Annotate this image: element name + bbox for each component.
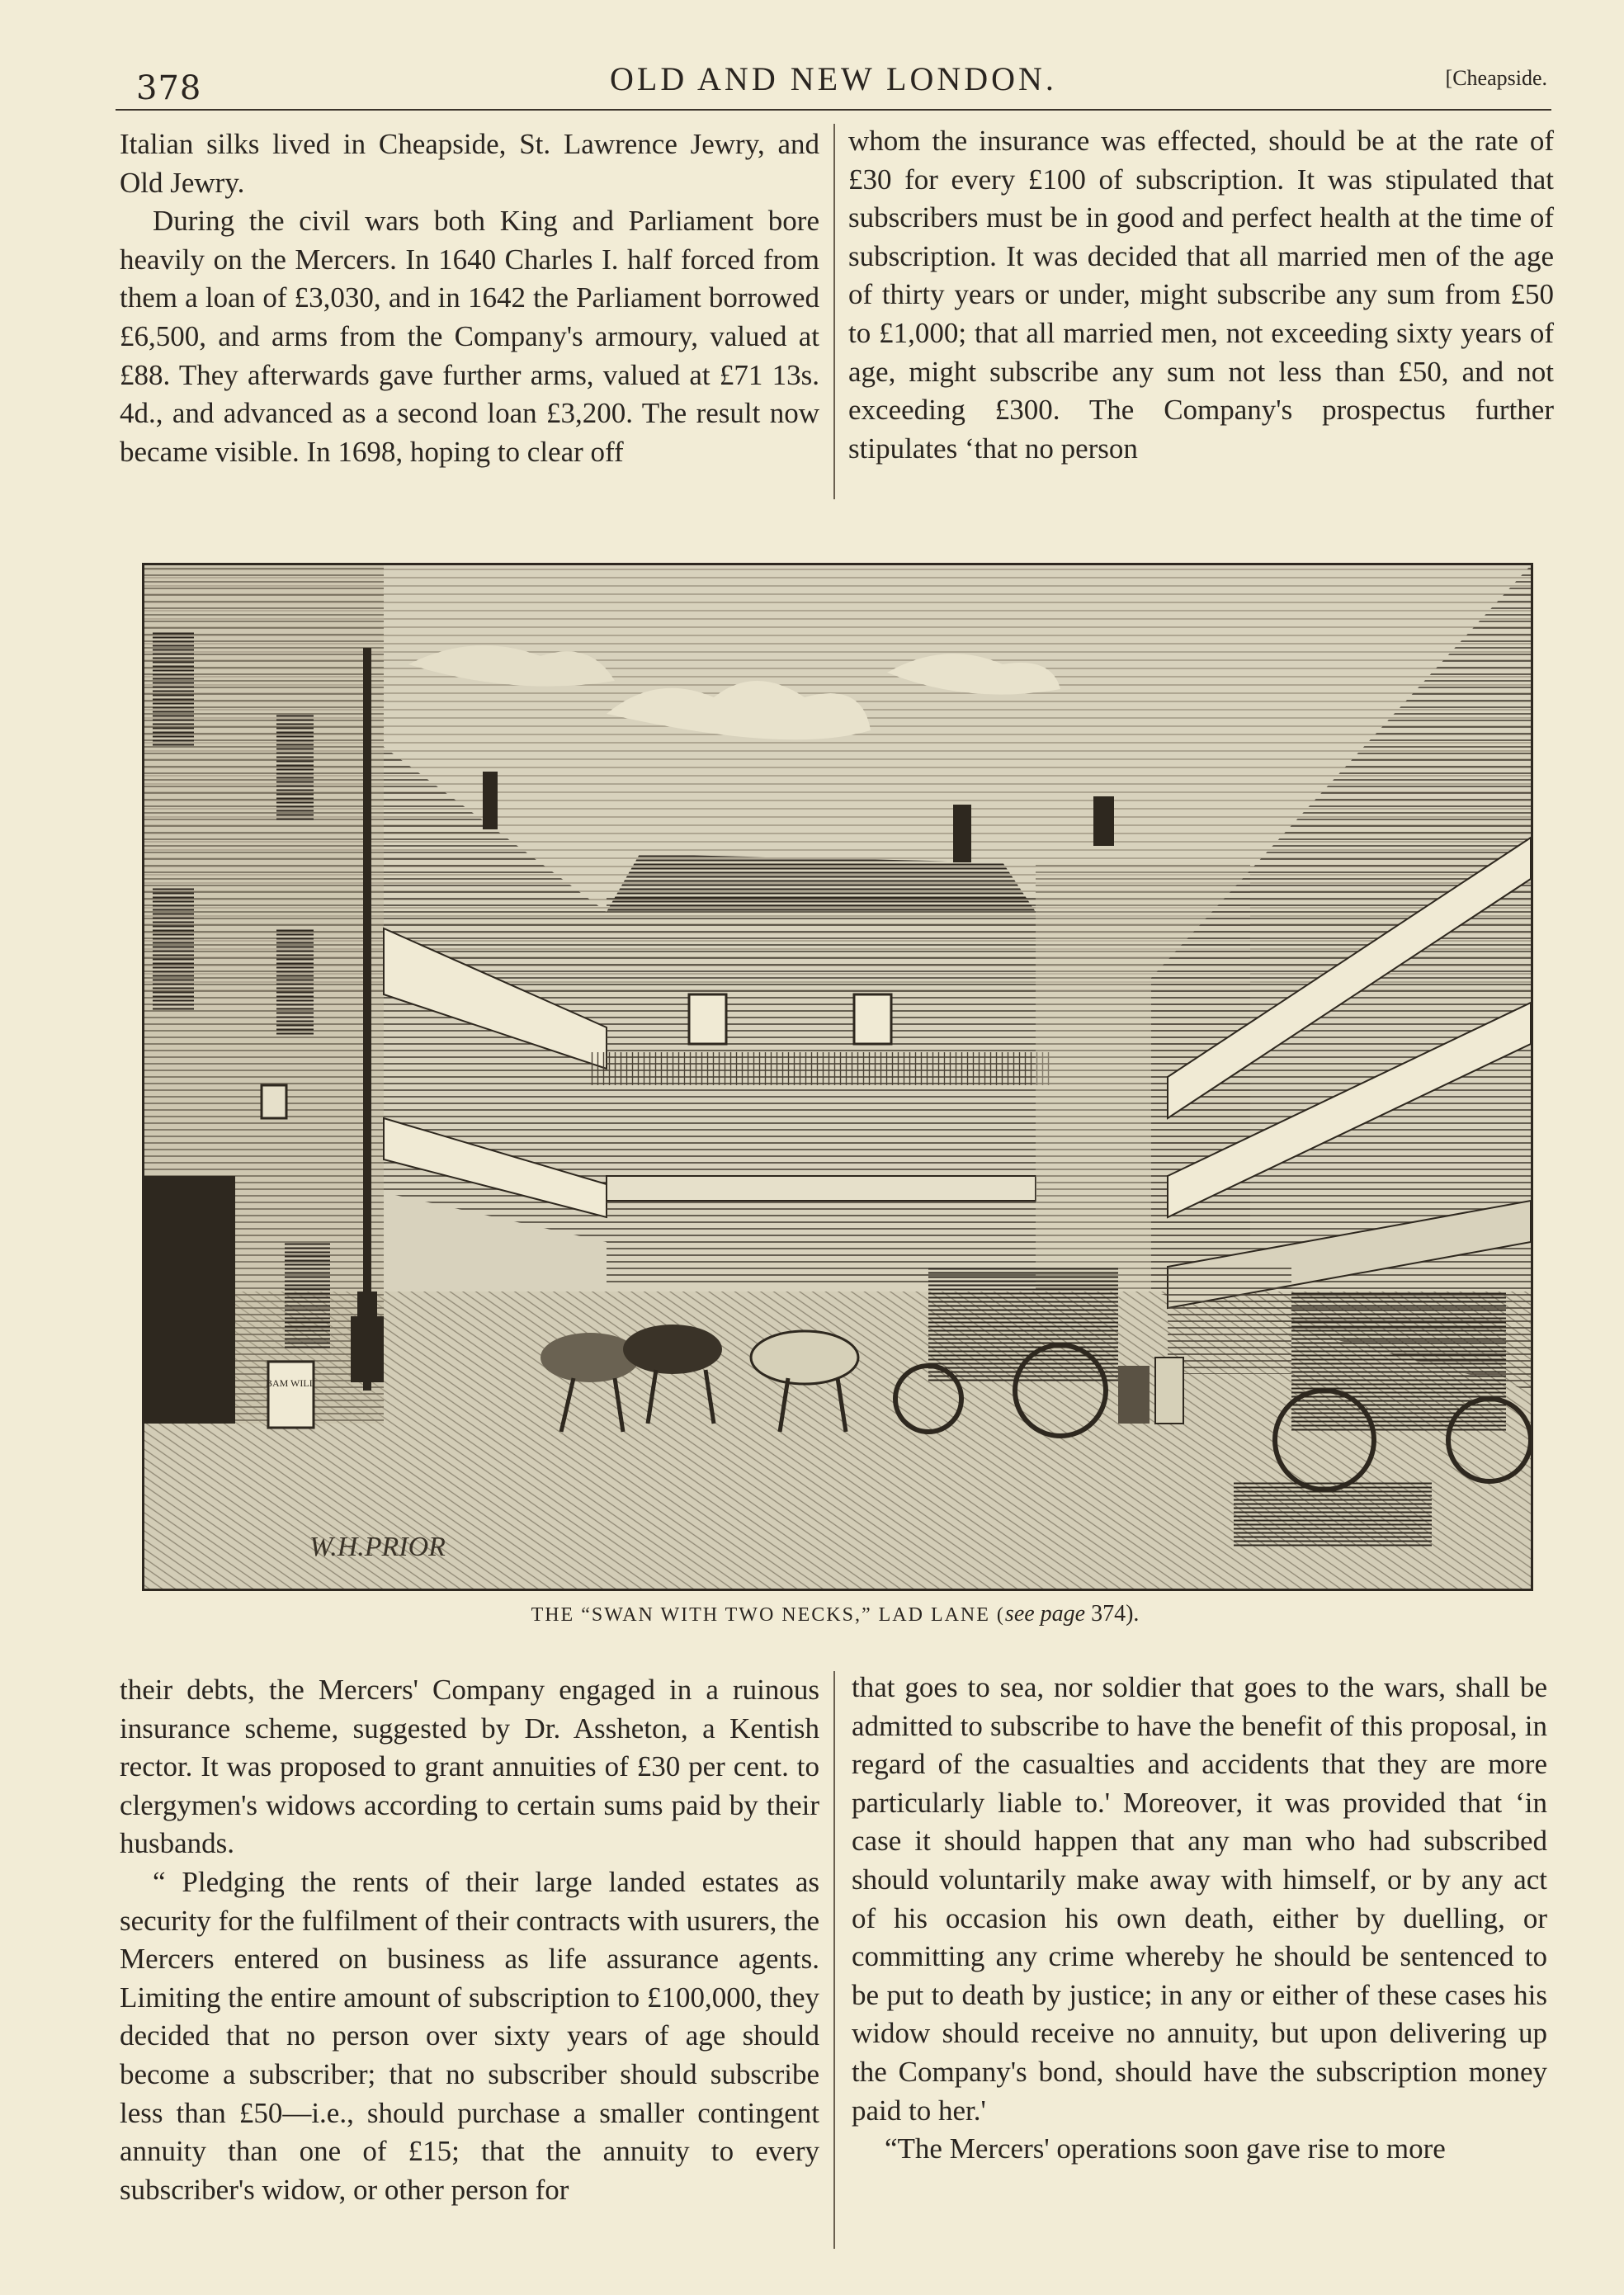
paragraph: “The Mercers' operations soon gave rise to more: [885, 2132, 1446, 2165]
column-bottom-left: [120, 1671, 819, 2209]
column-bottom-right: [852, 1669, 1547, 2169]
paragraph: Italian silks lived in Cheapside, St. Lawrence Jewry, and Old Jewry.: [120, 128, 819, 199]
paragraph: their debts, the Mercers' Company engaged in a ruinous insurance scheme, suggested by Dr. Assheton, a Kentish rector. It was proposed to grant annuities of £30 per cent. to clergymen's widows according to certain sums paid by their husbands.: [120, 1674, 819, 1860]
paragraph: that goes to sea, nor soldier that goes to the wars, shall be admitted to subscribe to have the benefit of this proposal, in regard of the casualties and accidents that they are more particularly liable to.' Moreover, it was provided that ‘in case it should happen that any man who had subscribed should voluntarily make away with himself, or by any act of his occasion his own death, either by duelling, or committing any crime whereby he should be sentenced to be put to death by justice; in any or either of these cases his widow should receive no annuity, but upon delivering up the Company's bond, should have the subscription money paid to her.': [852, 1671, 1547, 2127]
courtyard-engraving: [144, 565, 1531, 1589]
caption-see-page: see page: [1004, 1601, 1086, 1627]
column-top-right: [848, 122, 1554, 468]
caption-text: THE “SWAN WITH TWO NECKS,” LAD LANE (: [531, 1604, 1005, 1626]
column-divider: [833, 1671, 835, 2249]
paragraph: “ Pledging the rents of their large landed estates as security for the fulfilment of their contracts with usurers, the Mercers entered on business as life assurance agents. Limiting the entire amount of subscription to £100,000, they decided that no person over sixty years of age should become a subscriber; that no subscriber should subscribe less than £50—i.e., should purchase a smaller contingent annuity than one of £15; that the annuity to every subscriber's widow, or other person for: [120, 1865, 819, 2206]
figure-caption: [142, 1601, 1528, 1627]
column-top-left: [120, 125, 819, 471]
page-number: 378: [136, 69, 202, 107]
shop-sign-text: BAM WILL: [265, 1377, 316, 1389]
caption-page-ref: 374).: [1085, 1601, 1140, 1627]
paragraph: During the civil wars both King and Parliament bore heavily on the Mercers. In 1640 Charles I. half forced from them a loan of £3,030, and in 1642 the Parliament borrowed £6,500, and arms from the Company's armoury, valued at £88. They afterwards gave further arms, valued at £71 13s. 4d., and advanced as a second loan £3,200. The result now became visible. In 1698, hoping to clear off: [120, 205, 819, 468]
column-divider: [833, 124, 835, 499]
engraving-illustration: [142, 563, 1533, 1591]
running-head: [116, 51, 1551, 111]
section-label: [Cheapside.: [1445, 66, 1547, 90]
artist-signature: W.H.PRIOR: [309, 1532, 446, 1562]
running-title: OLD AND NEW LONDON.: [610, 60, 1057, 97]
paragraph: whom the insurance was effected, should be at the rate of £30 for every £100 of subscription. It was stipulated that subscribers must be in good and perfect health at the time of subscription. It was decided that all married men of the age of thirty years or under, might subscribe any sum from £50 to £1,000; that all married men, not exceeding sixty years of age, might subscribe any sum not less than £50, and not exceeding £300. The Company's prospectus further stipulates ‘that no person: [848, 125, 1554, 465]
